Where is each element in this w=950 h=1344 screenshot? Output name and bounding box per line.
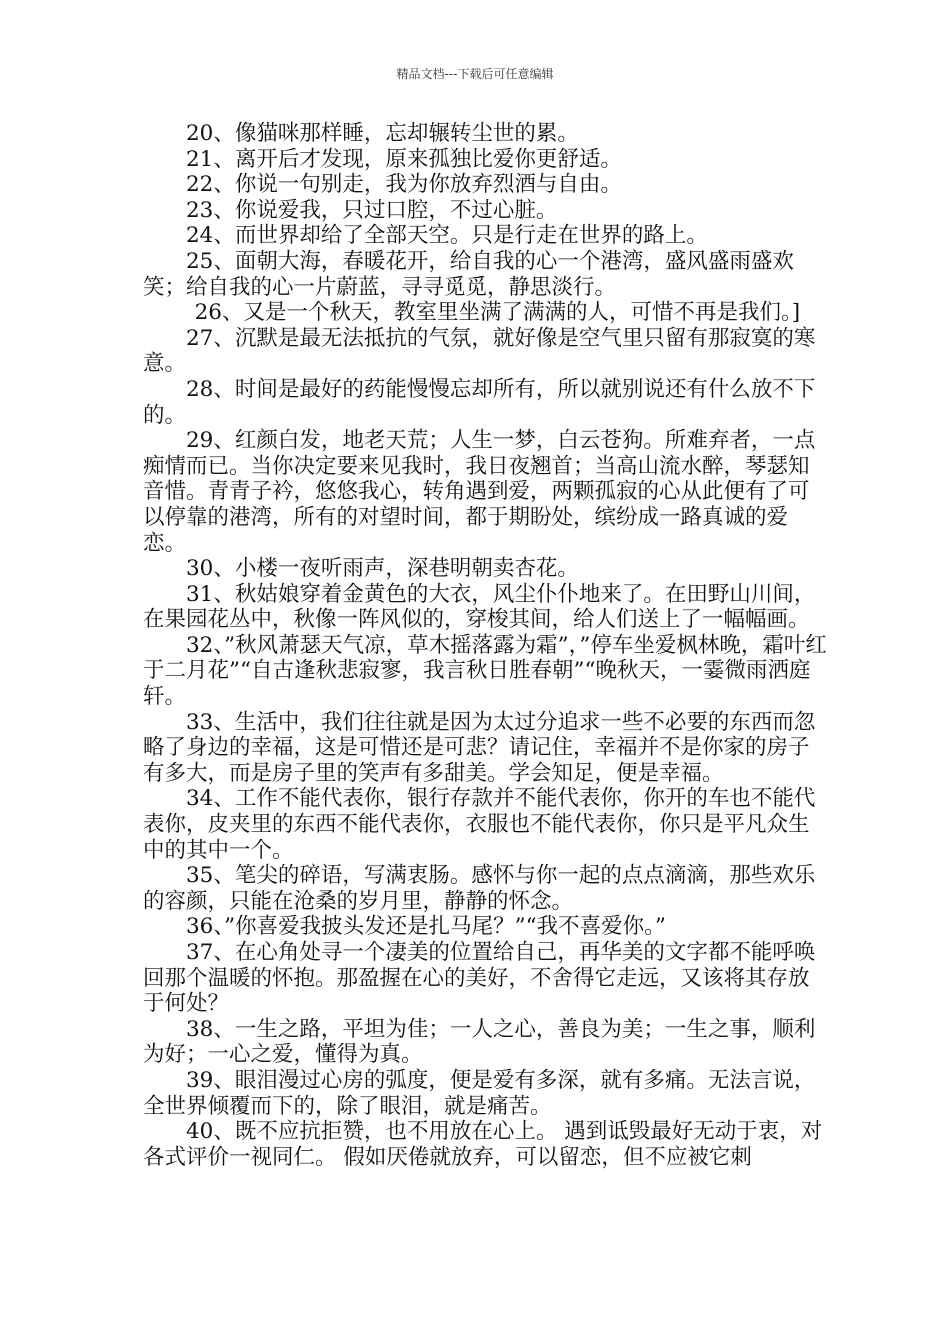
paragraph-29: 29、红颜白发，地老天荒；人生一梦，白云苍狗。所难弃者，一点痴情而已。当你决定要来见我时，我日夜翘首；当高山流水醉，琴瑟知音惜。青青子衿，悠悠我心，转角遇到爱，两颗孤寂的心从此便有了可以停靠的港湾，所有的对望时间，都于期盼处，缤纷成一路真诚的爱恋。: [143, 428, 816, 556]
paragraph-32: 32、”秋风萧瑟天气凉，草木摇落露为霜”，”停车坐爱枫林晚，霜叶红于二月花”“自古逢秋悲寂寥，我言秋日胜春朝”“晚秋天，一霎微雨洒庭轩。: [143, 632, 827, 710]
paragraph-38: 38、一生之路，平坦为佳；一人之心，善良为美；一生之事，顺利为好；一心之爱，懂得为真。: [143, 1016, 816, 1068]
paragraph-39: 39、眼泪漫过心房的弧度，便是爱有多深，就有多痛。无法言说，全世界倾覆而下的，除了眼泪，就是痛苦。: [143, 1067, 816, 1119]
paragraph-40: 40、既不应抗拒赞，也不用放在心上。 遇到诋毁最好无动于衷，对各式评价一视同仁。 假如厌倦就放弃，可以留恋，但不应被它刺: [143, 1119, 823, 1170]
paragraph-24: 24、而世界却给了全部天空。只是行走在世界的路上。: [186, 223, 708, 249]
paragraph-36: 36、”你喜爱我披头发还是扎马尾？”“我不喜爱你。”: [186, 914, 666, 940]
paragraph-34: 34、工作不能代表你，银行存款并不能代表你，你开的车也不能代表你，皮夹里的东西不能代表你，衣服也不能代表你，你只是平凡众生中的其中一个。: [143, 786, 816, 863]
paragraph-23: 23、你说爱我，只过口腔，不过心脏。: [186, 197, 558, 223]
document-body: [143, 121, 827, 1170]
paragraph-22: 22、你说一句别走，我为你放弃烈酒与自由。: [186, 172, 622, 198]
paragraph-27: 27、沉默是最无法抵抗的气氛，就好像是空气里只留有那寂寞的寒意。: [143, 325, 816, 377]
paragraph-25: 25、面朝大海，春暖花开，给自我的心一个港湾，盛风盛雨盛欢笑；给自我的心一片蔚蓝，寻寻觅觅，静思淡行。: [143, 248, 794, 300]
paragraph-21: 21、离开后才发现，原来孤独比爱你更舒适。: [186, 146, 622, 172]
paragraph-35: 35、笔尖的碎语，写满衷肠。感怀与你一起的点点滴滴，那些欢乐的容颜，只能在沧桑的岁月里，静静的怀念。: [143, 863, 816, 914]
paragraph-31: 31、秋姑娘穿着金黄色的大衣，风尘仆仆地来了。在田野山川间，在果园花丛中，秋像一阵风似的，穿梭其间，给人们送上了一幅幅画。: [143, 581, 816, 633]
paragraph-26: 26、又是一个秋天，教室里坐满了满满的人，可惜不再是我们。]: [194, 300, 801, 326]
page-header: 精品文档---下载后可任意编辑: [396, 67, 554, 81]
paragraph-20: 20、像猫咪那样睡，忘却辗转尘世的累。: [186, 121, 579, 146]
paragraph-33: 33、生活中，我们往往就是因为太过分追求一些不必要的东西而忽略了身边的幸福，这是可惜还是可悲？请记住，幸福并不是你家的房子有多大，而是房子里的笑声有多甜美。学会知足，便是幸福。: [143, 709, 816, 786]
paragraph-28: 28、时间是最好的药能慢慢忘却所有，所以就别说还有什么放不下的。: [143, 376, 816, 428]
paragraph-30: 30、小楼一夜听雨声，深巷明朝卖杏花。: [186, 556, 579, 582]
paragraph-37: 37、在心角处寻一个凄美的位置给自己，再华美的文字都不能呼唤回那个温暖的怀抱。那盈握在心的美好，不舍得它走远，又该将其存放于何处？: [143, 940, 816, 1017]
